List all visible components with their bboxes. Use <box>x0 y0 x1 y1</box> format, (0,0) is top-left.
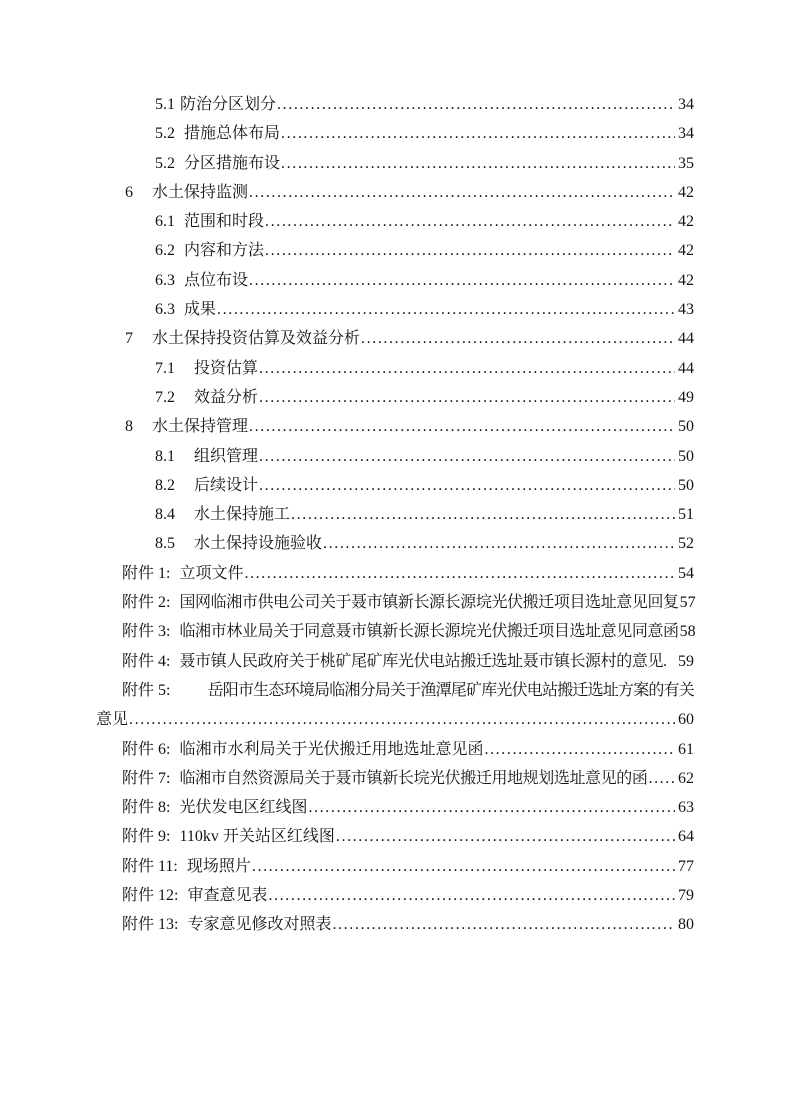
toc-page-number: 77 <box>678 857 694 875</box>
toc-page-number: 43 <box>678 301 694 319</box>
toc-page-number: 57 <box>679 594 696 612</box>
toc-entry-title: 投资估算 <box>194 359 259 377</box>
toc-entry[interactable] <box>96 705 694 734</box>
dot-leader <box>277 90 675 119</box>
toc-page-number: 54 <box>678 564 694 582</box>
toc-page-number: 50 <box>678 447 694 465</box>
toc-entry-number: 附件 7: <box>122 769 171 787</box>
toc-entry[interactable] <box>96 764 694 793</box>
toc-entry-title: 岳阳市生态环境局临湘分局关于渔潭尾矿库光伏电站搬迁选址方案的有关 <box>207 681 694 699</box>
toc-entry-number: 5.2 <box>155 154 175 172</box>
toc-entry[interactable] <box>96 354 694 383</box>
toc-page-number: 44 <box>678 359 694 377</box>
toc-page-number: 63 <box>678 799 694 817</box>
toc-entry[interactable] <box>96 793 694 822</box>
toc-entry[interactable] <box>96 617 694 646</box>
toc-entry-number: 6 <box>125 183 133 201</box>
toc-entry[interactable] <box>96 324 694 353</box>
toc-entry-number: 5.2 <box>155 125 175 143</box>
toc-page-number: 35 <box>678 154 694 172</box>
toc-entry-title: 内容和方法 <box>184 242 265 260</box>
toc-page-number: 61 <box>678 740 694 758</box>
toc-entry-number: 8 <box>125 418 133 436</box>
toc-entry[interactable] <box>96 119 694 148</box>
toc-page-number: 44 <box>678 330 694 348</box>
toc-entry-title: 分区措施布设 <box>184 154 281 172</box>
toc-entry[interactable] <box>96 588 694 617</box>
toc-page-number: 34 <box>678 125 694 143</box>
toc-entry-number: 附件 2: <box>122 594 171 612</box>
toc-entry-number: 8.2 <box>155 476 175 494</box>
toc-entry[interactable] <box>96 529 694 558</box>
toc-entry-number: 附件 3: <box>122 623 171 641</box>
toc-entry[interactable] <box>96 735 694 764</box>
toc-page-number: 62 <box>678 769 694 787</box>
toc-entry-number: 8.5 <box>155 535 175 553</box>
dot-leader <box>249 412 675 441</box>
toc-entry[interactable] <box>96 647 694 676</box>
toc-entry-title: 临湘市自然资源局关于聂市镇新长垸光伏搬迁用地规划选址意见的函 <box>179 769 648 787</box>
toc-entry-title: 立项文件 <box>179 564 244 582</box>
toc-entry-title: 光伏发电区红线图 <box>179 799 308 817</box>
toc-entry[interactable] <box>96 266 694 295</box>
toc-page-number: 64 <box>678 828 694 846</box>
toc-entry-title: 临湘市林业局关于同意聂市镇新长源长源垸光伏搬迁项目选址意见同意函 <box>179 623 679 641</box>
toc-entry-number: 6.3 <box>155 271 175 289</box>
toc-entry-number: 6.1 <box>155 213 175 231</box>
dot-leader <box>249 266 675 295</box>
dot-leader <box>268 881 675 910</box>
toc-entry-title: 聂市镇人民政府关于桃矿尾矿库光伏电站搬迁选址聂市镇长源村的意见. <box>179 652 667 670</box>
toc-entry-number: 附件 11: <box>122 857 178 875</box>
dot-leader <box>259 383 675 412</box>
toc-entry[interactable] <box>96 383 694 412</box>
toc-entry-title: 成果 <box>184 301 217 319</box>
toc-page-number: 59 <box>678 652 694 670</box>
toc-page-number: 34 <box>678 96 694 113</box>
toc-page-number: 80 <box>678 916 694 934</box>
dot-leader <box>265 236 675 265</box>
toc-entry-title: 专家意见修改对照表 <box>187 916 332 934</box>
toc-entry-number: 附件 9: <box>122 828 171 846</box>
dot-leader <box>244 559 675 588</box>
toc-entry-number: 7.2 <box>155 388 175 406</box>
toc-entry-title: 水土保持管理 <box>152 418 249 436</box>
toc-entry-title: 点位布设 <box>184 271 249 289</box>
dot-leader <box>129 705 675 734</box>
toc-entry-number: 附件 13: <box>122 916 179 934</box>
dot-leader <box>332 910 675 939</box>
toc-entry-title: 范围和时段 <box>184 213 265 231</box>
toc-entry[interactable] <box>96 559 694 588</box>
dot-leader <box>336 822 675 851</box>
dot-leader <box>265 207 675 236</box>
toc-entry-number: 附件 8: <box>122 799 171 817</box>
toc-page-number: 79 <box>678 887 694 905</box>
toc-entry-title: 国网临湘市供电公司关于聂市镇新长源长源垸光伏搬迁项目选址意见回复 <box>179 594 679 612</box>
toc-entry-title: 措施总体布局 <box>184 125 281 143</box>
toc-entry[interactable] <box>96 149 694 178</box>
dot-leader <box>281 149 675 178</box>
dot-leader <box>648 764 675 793</box>
toc-entry-title: 效益分析 <box>194 388 259 406</box>
toc-entry[interactable] <box>96 500 694 529</box>
toc-entry[interactable] <box>96 852 694 881</box>
dot-leader <box>259 471 675 500</box>
toc-entry-title: 110kv 开关站区红线图 <box>179 828 335 846</box>
toc-entry[interactable] <box>96 178 694 207</box>
toc-entry-title: 水土保持施工 <box>194 506 291 524</box>
dot-leader <box>281 119 675 148</box>
dot-leader <box>484 735 675 764</box>
toc-entry-number: 8.4 <box>155 506 175 524</box>
toc-entry-number: 6.2 <box>155 242 175 260</box>
toc-page-number: 42 <box>678 271 694 289</box>
toc-entry-title: 水土保持投资估算及效益分析 <box>152 330 361 348</box>
toc-entry[interactable] <box>96 881 694 910</box>
toc-entry-number: 8.1 <box>155 447 175 465</box>
dot-leader <box>249 178 675 207</box>
toc-entry-title: 水土保持监测 <box>152 183 249 201</box>
toc-entry-number: 附件 12: <box>122 887 179 905</box>
toc-entry[interactable] <box>96 822 694 851</box>
toc-entry[interactable] <box>96 442 694 471</box>
toc-entry-title: 防治分区划分 <box>180 96 277 113</box>
toc-page-number: 49 <box>678 388 694 406</box>
toc-entry-title: 临湘市水利局关于光伏搬迁用地选址意见函 <box>179 740 484 758</box>
toc-page-number: 42 <box>678 242 694 260</box>
dot-leader <box>252 852 675 881</box>
toc-page-number: 58 <box>679 623 696 641</box>
dot-leader <box>217 295 675 324</box>
toc-entry[interactable] <box>96 236 694 265</box>
toc-entry-number: 5.1 <box>155 96 175 113</box>
toc-entry-title: 意见 <box>96 711 129 729</box>
toc-entry-title: 组织管理 <box>194 447 259 465</box>
toc-page-number: 42 <box>678 183 694 201</box>
toc-entry-title: 现场照片 <box>186 857 251 875</box>
dot-leader <box>291 500 675 529</box>
toc-entry[interactable] <box>96 295 694 324</box>
dot-leader <box>259 354 675 383</box>
dot-leader <box>361 324 675 353</box>
toc-entry-title: 后续设计 <box>194 476 259 494</box>
toc-entry[interactable] <box>96 207 694 236</box>
toc-entry-number: 附件 4: <box>122 652 171 670</box>
toc-page-number: 52 <box>678 535 694 553</box>
toc-entry-number: 7.1 <box>155 359 175 377</box>
toc-entry-number: 附件 5: <box>122 681 171 699</box>
toc-list <box>96 90 694 940</box>
toc-page-number: 50 <box>678 418 694 436</box>
toc-entry-title: 水土保持设施验收 <box>194 535 323 553</box>
toc-entry-title: 审查意见表 <box>187 887 268 905</box>
toc-entry[interactable] <box>96 676 694 705</box>
dot-leader <box>308 793 675 822</box>
dot-leader <box>259 442 675 471</box>
toc-entry-number: 6.3 <box>155 301 175 319</box>
dot-leader <box>323 529 675 558</box>
toc-entry-number: 7 <box>125 330 133 348</box>
toc-entry[interactable] <box>96 910 694 939</box>
toc-page-number: 50 <box>678 476 694 494</box>
toc-page-number: 60 <box>678 711 694 729</box>
toc-entry[interactable] <box>96 412 694 441</box>
toc-page-number: 42 <box>678 213 694 231</box>
toc-entry-number: 附件 6: <box>122 740 171 758</box>
toc-page-number: 51 <box>678 506 694 524</box>
toc-entry[interactable] <box>96 471 694 500</box>
toc-entry[interactable] <box>96 90 694 119</box>
toc-entry-number: 附件 1: <box>122 564 171 582</box>
